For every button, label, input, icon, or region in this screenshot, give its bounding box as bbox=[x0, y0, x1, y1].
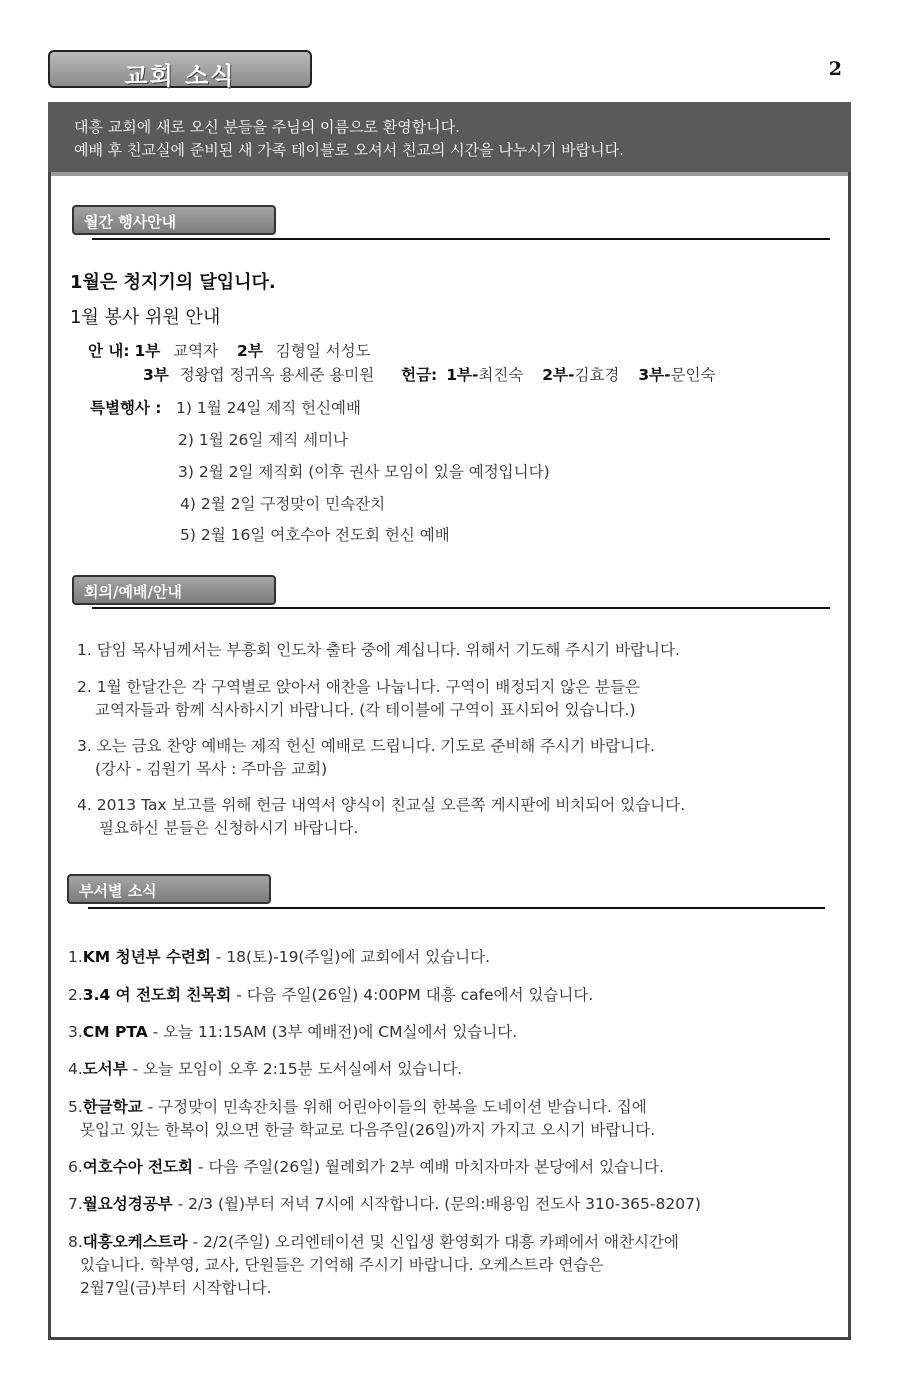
department-name: 3.4 여 전도회 친목회 bbox=[82, 986, 232, 1004]
offering-2-name: 김효경 bbox=[574, 366, 620, 384]
offering-2-label: 2부- bbox=[542, 366, 575, 384]
departments-heading: 부서별 소식 bbox=[79, 882, 157, 900]
committee-title: 1월 봉사 위원 안내 bbox=[70, 307, 221, 328]
department-detail: - 18(토)-19(주일)에 교회에서 있습니다. bbox=[210, 948, 491, 966]
page-number: 2 bbox=[828, 58, 842, 80]
department-name: 대흥오케스트라 bbox=[82, 1233, 188, 1251]
department-detail: - 다음 주일(26일) 4:00PM 대흥 cafe에서 있습니다. bbox=[231, 986, 594, 1004]
part2-names: 김형일 서성도 bbox=[275, 342, 371, 360]
notice-line: 4. 2013 Tax 보고를 위해 헌금 내역서 양식이 친교실 오른쪽 게시판에 비치되어 있습니다. bbox=[77, 796, 686, 814]
notice-line: 1. 담임 목사님께서는 부흥회 인도차 출타 중에 계십니다. 위해서 기도해 주시기 바랍니다. bbox=[77, 641, 680, 659]
special-event-item: 5) 2월 16일 여호수아 전도회 헌신 예배 bbox=[180, 526, 450, 544]
department-item bbox=[68, 1058, 462, 1081]
offering-1-label: 1부- bbox=[446, 366, 479, 384]
department-item bbox=[68, 984, 593, 1007]
section-divider bbox=[92, 238, 830, 240]
special-event-item: 2) 1월 26일 제직 세미나 bbox=[178, 431, 349, 449]
department-name: 월요성경공부 bbox=[82, 1195, 173, 1213]
item-number: 8. bbox=[68, 1233, 83, 1251]
department-item bbox=[68, 1156, 664, 1179]
item-number: 1. bbox=[68, 948, 83, 966]
notice-line: (강사 - 김원기 목사 : 주마음 교회) bbox=[95, 760, 328, 778]
part2-label: 2부 bbox=[237, 342, 263, 360]
item-number: 2. bbox=[68, 986, 83, 1004]
section-divider bbox=[92, 607, 830, 609]
department-detail: - 오늘 11:15AM (3부 예배전)에 CM실에서 있습니다. bbox=[147, 1023, 518, 1041]
notice-line: 필요하신 분들은 신청하시기 바랍니다. bbox=[99, 819, 359, 837]
special-event-item: 3) 2월 2일 제직회 (이후 권사 모임이 있을 예정입니다) bbox=[178, 463, 550, 481]
department-item bbox=[68, 1096, 655, 1142]
notice-item bbox=[77, 794, 685, 840]
department-detail: - 구정맞이 민속잔치를 위해 어린아이들의 한복을 도네이션 받습니다. 집에 bbox=[142, 1098, 647, 1116]
welcome-line-2: 예배 후 친교실에 준비된 새 가족 테이블로 오셔서 친교의 시간을 나누시기 바랍니다. bbox=[74, 141, 624, 159]
department-detail-cont: 2월7일(금)부터 시작합니다. bbox=[80, 1279, 272, 1297]
special-events-label: 특별행사 : bbox=[90, 399, 162, 417]
welcome-line-1: 대흥 교회에 새로 오신 분들을 주님의 이름으로 환영합니다. bbox=[74, 118, 460, 136]
monthly-events-heading: 월간 행사안내 bbox=[84, 213, 177, 231]
department-detail: - 다음 주일(26일) 월례회가 2부 예배 마치자마자 본당에서 있습니다. bbox=[193, 1158, 664, 1176]
department-detail: - 2/2(주일) 오리엔테이션 및 신입생 환영회가 대흥 카페에서 애찬시간에 bbox=[187, 1233, 679, 1251]
offering-3-label: 3부- bbox=[638, 366, 671, 384]
notice-item bbox=[77, 639, 680, 662]
part3-names: 정왕엽 정귀옥 용세준 용미원 bbox=[179, 366, 375, 384]
item-number: 3. bbox=[68, 1023, 83, 1041]
notice-line: 교역자들과 함께 식사하시기 바랍니다. (각 테이블에 구역이 표시되어 있습니다.) bbox=[95, 701, 636, 719]
offering-1-name: 최진숙 bbox=[478, 366, 524, 384]
guide-row-2 bbox=[143, 363, 715, 385]
special-event-item: 4) 2월 2일 구정맞이 민속잔치 bbox=[180, 495, 386, 513]
department-item bbox=[68, 1021, 517, 1044]
meetings-heading: 회의/예배/안내 bbox=[84, 583, 182, 601]
item-number: 4. bbox=[68, 1060, 83, 1078]
guide-row-1 bbox=[88, 339, 371, 361]
offering-label: 헌금: bbox=[401, 366, 438, 384]
department-detail: - 오늘 모임이 오후 2:15분 도서실에서 있습니다. bbox=[127, 1060, 463, 1078]
department-name: 여호수아 전도회 bbox=[82, 1158, 194, 1176]
monthly-events-tab bbox=[72, 205, 276, 235]
part1-label: 1부 bbox=[134, 342, 161, 360]
page-title: 교회 소식 bbox=[124, 62, 236, 90]
part1-names: 교역자 bbox=[173, 342, 219, 360]
guide-label: 안 내: bbox=[88, 342, 130, 360]
department-name: KM 청년부 수련회 bbox=[82, 948, 211, 966]
department-name: CM PTA bbox=[82, 1023, 148, 1041]
page-title-tab bbox=[48, 50, 312, 88]
section-divider bbox=[88, 907, 825, 909]
notice-line: 3. 오는 금요 찬양 예배는 제직 헌신 예배로 드립니다. 기도로 준비해 주시기 바랍니다. bbox=[77, 737, 655, 755]
department-detail-cont: 있습니다. 학부영, 교사, 단원들은 기억해 주시기 바랍니다. 오케스트라 연습은 bbox=[80, 1256, 604, 1274]
item-number: 6. bbox=[68, 1158, 83, 1176]
welcome-banner bbox=[48, 102, 851, 172]
meetings-tab bbox=[72, 575, 276, 605]
department-name: 도서부 bbox=[82, 1060, 128, 1078]
department-detail: - 2/3 (월)부터 저녁 7시에 시작합니다. (문의:배용임 전도사 310-365-8207) bbox=[172, 1195, 701, 1213]
notice-item bbox=[77, 735, 655, 781]
special-event-item: 1) 1월 24일 제직 헌신예배 bbox=[176, 399, 361, 417]
item-number: 7. bbox=[68, 1195, 83, 1213]
part3-label: 3부 bbox=[143, 366, 169, 384]
offering-3-name: 문인숙 bbox=[670, 366, 716, 384]
department-item bbox=[68, 946, 490, 969]
department-detail-cont: 못입고 있는 한복이 있으면 한글 학교로 다음주일(26일)까지 가지고 오시기 바랍니다. bbox=[80, 1121, 656, 1139]
notice-line: 2. 1월 한달간은 각 구역별로 앉아서 애찬을 나눕니다. 구역이 배정되지 않은 분들은 bbox=[77, 678, 640, 696]
departments-tab bbox=[67, 874, 271, 904]
month-theme: 1월은 청지기의 달입니다. bbox=[70, 272, 276, 293]
notice-item bbox=[77, 676, 640, 722]
department-item bbox=[68, 1231, 679, 1300]
banner-shadow bbox=[51, 172, 848, 176]
department-item bbox=[68, 1193, 701, 1216]
item-number: 5. bbox=[68, 1098, 83, 1116]
department-name: 한글학교 bbox=[82, 1098, 143, 1116]
